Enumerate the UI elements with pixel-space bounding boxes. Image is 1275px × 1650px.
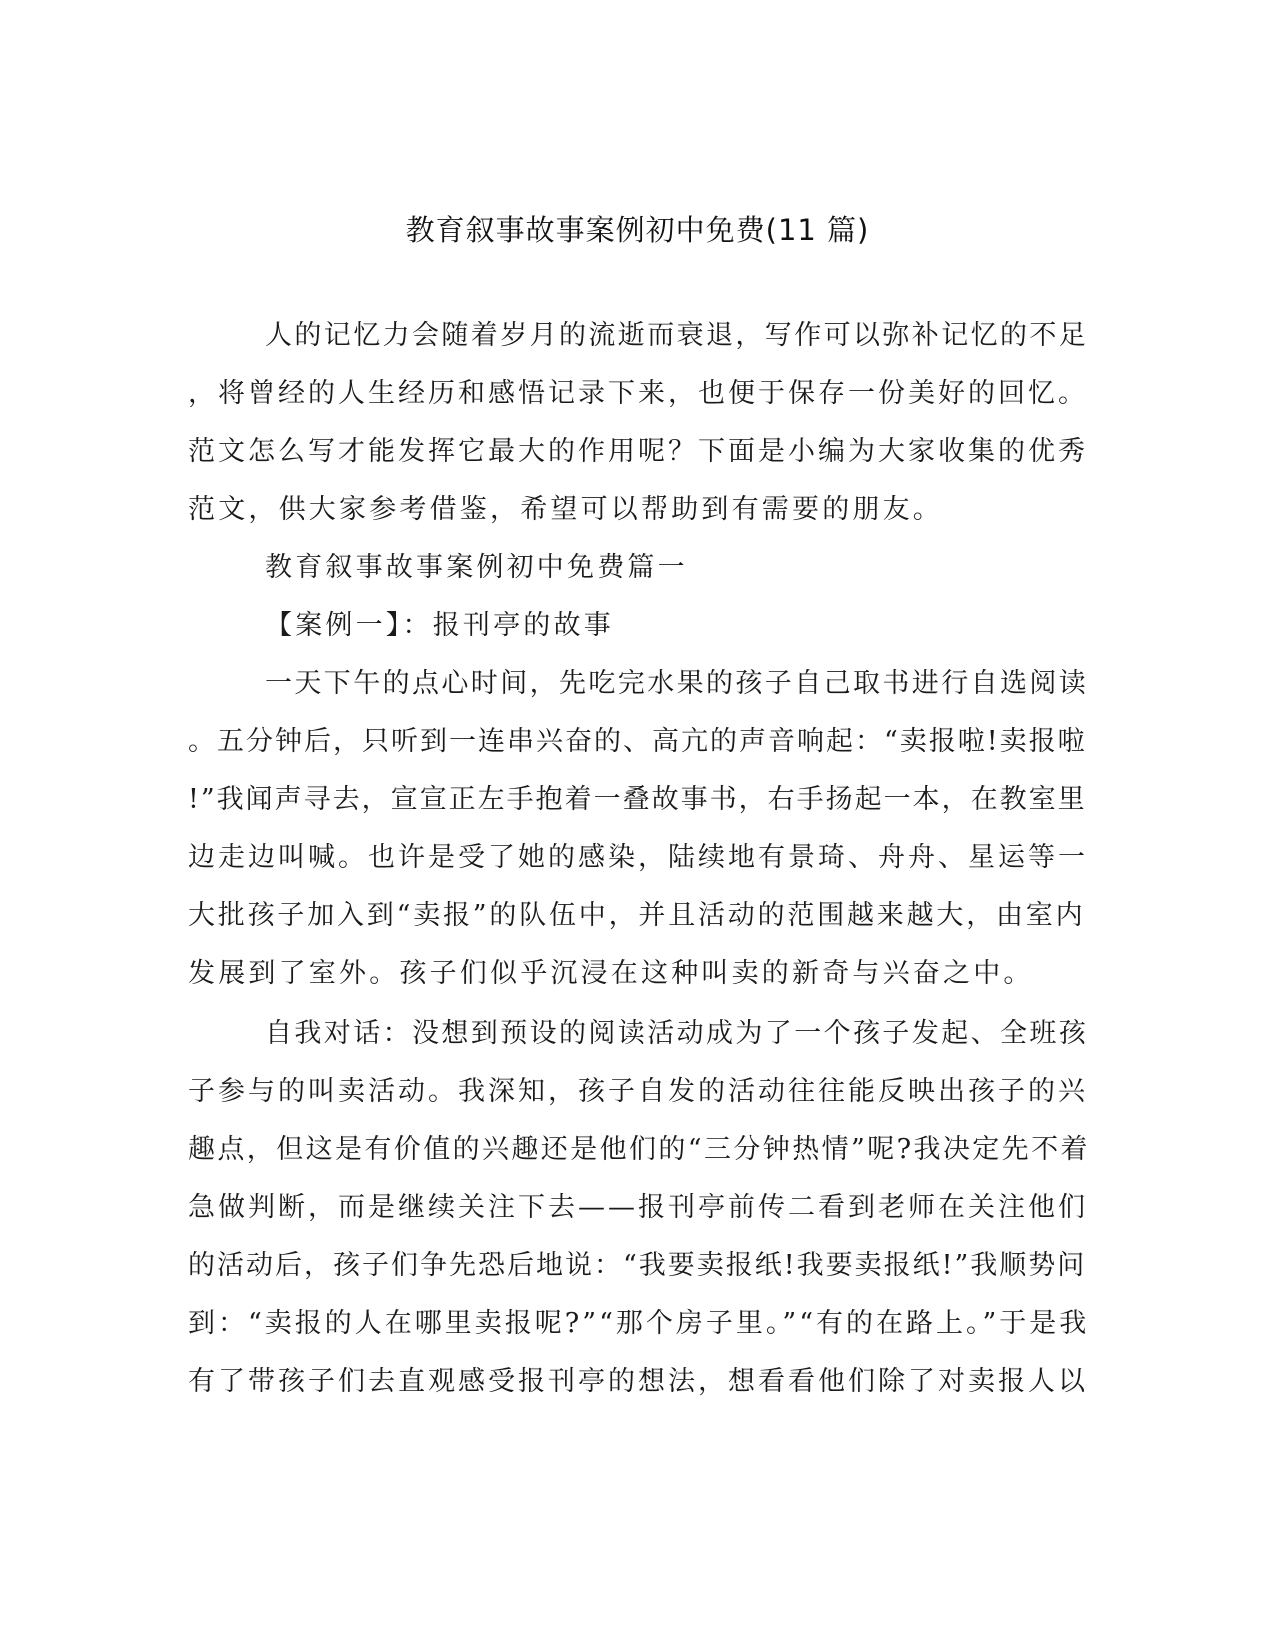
paragraph-line: 范文，供大家参考借鉴，希望可以帮助到有需要的朋友。	[188, 494, 943, 525]
case-heading: 【案例一】：报刊亭的故事	[265, 610, 614, 641]
document-title: 教育叙事故事案例初中免费(11 篇)	[405, 213, 870, 247]
section-heading: 教育叙事故事案例初中免费篇一	[265, 552, 688, 583]
paragraph-line: 的活动后，孩子们争先恐后地说：“我要卖报纸!我要卖报纸!”我顺势问	[188, 1250, 1087, 1281]
paragraph-line: 到：“卖报的人在哪里卖报呢?”“那个房子里。”“有的在路上。”于是我	[188, 1308, 1090, 1339]
paragraph-line: 有了带孩子们去直观感受报刊亭的想法，想看看他们除了对卖报人以	[188, 1366, 1088, 1397]
paragraph-line: 。五分钟后，只听到一连串兴奋的、高亢的声音响起：“卖报啦!卖报啦	[188, 726, 1087, 757]
paragraph-line: 人的记忆力会随着岁月的流逝而衰退，写作可以弥补记忆的不足	[265, 320, 1089, 351]
paragraph-line: 自我对话：没想到预设的阅读活动成为了一个孩子发起、全班孩	[265, 1018, 1089, 1049]
paragraph-line: ，将曾经的人生经历和感悟记录下来，也便于保存一份美好的回忆。	[188, 378, 1088, 409]
paragraph-line: 发展到了室外。孩子们似乎沉浸在这种叫卖的新奇与兴奋之中。	[188, 958, 1034, 989]
paragraph-line: !”我闻声寻去，宣宣正左手抱着一叠故事书，右手扬起一本，在教室里	[188, 784, 1087, 815]
paragraph-line: 边走边叫喊。也许是受了她的感染，陆续地有景琦、舟舟、星运等一	[188, 842, 1088, 873]
paragraph-line: 急做判断，而是继续关注下去——报刊亭前传二看到老师在关注他们	[188, 1192, 1088, 1223]
paragraph-line: 一天下午的点心时间，先吃完水果的孩子自己取书进行自选阅读	[265, 668, 1089, 699]
paragraph-line: 趣点，但这是有价值的兴趣还是他们的“三分钟热情”呢?我决定先不着	[188, 1134, 1090, 1165]
paragraph-line: 大批孩子加入到“卖报”的队伍中，并且活动的范围越来越大，由室内	[188, 900, 1086, 931]
paragraph-line: 范文怎么写才能发挥它最大的作用呢？下面是小编为大家收集的优秀	[188, 436, 1088, 467]
paragraph-line: 子参与的叫卖活动。我深知，孩子自发的活动往往能反映出孩子的兴	[188, 1076, 1088, 1107]
